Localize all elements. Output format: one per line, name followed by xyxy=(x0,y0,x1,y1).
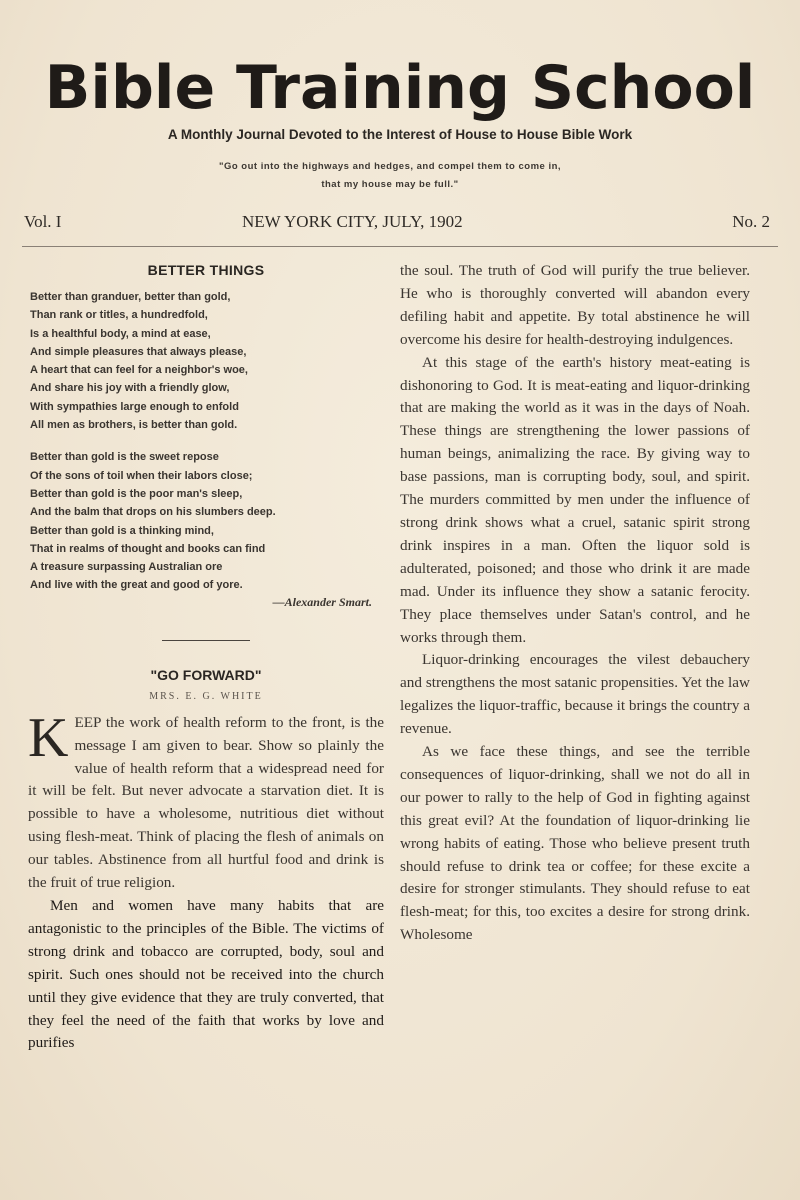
article-paragraph-5: Liquor-drinking encourages the vilest debauchery and strengthens the most satanic propensities. Yet the law legalizes the liquor-traffic, because it brings the country a revenue. xyxy=(400,651,750,738)
masthead-motto xyxy=(150,158,630,194)
poem-line: That in realms of thought and books can find xyxy=(30,542,266,555)
article-paragraph-4: At this stage of the earth's history meat-eating is dishonoring to God. It is meat-eating and liquor-drinking that are making the world as it was in the days of Noah. These things are strengthening the lower passions of human beings, animalizing the race. By giving way to base passions, man is corrupting body, soul, and spirit. The murders committed by men under the influence of strong drink shows what a cruel, satanic spirit strong drink inspires in a man. Often the liquor sold is adulterated, poisoned; and those who drink it are made mad. Under its influence they show a satanic ferocity. They place themselves under Satan's control, and he works through them. xyxy=(400,353,750,646)
poem-line: And share his joy with a friendly glow, xyxy=(30,382,230,395)
masthead-title: Bible Training School xyxy=(44,53,756,123)
poem-stanza-2 xyxy=(30,448,384,594)
left-column xyxy=(28,262,384,1055)
poem-line: Of the sons of toil when their labors close; xyxy=(30,469,253,482)
article-paragraph-6: As we face these things, and see the terrible consequences of liquor-drinking, shall we not do all in our power to rally to the help of God in fighting against this great evil? At the foundation of liquor-drinking lie wrong habits of eating. Those who believe present truth should refuse to drink tea or coffee; for these excite a desire for stronger stimulants. They should refuse to eat flesh-meat; for this, too excites a desire for strong drink. Wholesome xyxy=(400,743,750,944)
motto-line-2: that my house may be full." xyxy=(321,179,459,190)
drop-cap: K xyxy=(28,706,69,769)
issue-number: No. 2 xyxy=(732,212,770,231)
poem-line: A heart that can feel for a neighbor's woe, xyxy=(30,364,248,377)
poem-line: A treasure surpassing Australian ore xyxy=(30,561,223,574)
poem-line: Better than gold is a thinking mind, xyxy=(30,524,214,537)
article-paragraph-1 xyxy=(28,706,384,895)
section-divider xyxy=(162,640,250,641)
paragraph-text: EEP the work of health reform to the front, is the message I am given to bear. Show so plainly the value of health reform that a widespread need for it will be felt. But never advocate a starvation diet. It is possible to have a wholesome, nutritious diet without using flesh-meat. Think of placing the flesh of animals on our tables. Abstinence from all hurtful food and drink is the fruit of true religion. xyxy=(28,713,384,892)
masthead-subtitle: A Monthly Journal Devoted to the Interest of House to House Bible Work xyxy=(167,127,633,142)
poem-line: Better than granduer, better than gold, xyxy=(30,291,231,303)
poem-line: And simple pleasures that always please, xyxy=(30,345,247,358)
place-date: NEW YORK CITY, JULY, 1902 xyxy=(242,212,463,231)
motto-line-1: "Go out into the highways and hedges, and compel them to come in, xyxy=(218,161,562,172)
poem-line: With sympathies large enough to enfold xyxy=(30,400,239,413)
volume-label: Vol. I xyxy=(24,212,62,231)
poem-line: All men as brothers, is better than gold. xyxy=(30,419,238,432)
poem-body xyxy=(30,288,384,595)
poem-author: —Alexander Smart. xyxy=(272,594,372,609)
poem-stanza-1 xyxy=(30,288,384,434)
poem-title: BETTER THINGS xyxy=(147,262,265,278)
poem-line: Than rank or titles, a hundredfold, xyxy=(30,309,208,322)
poem-line: And the balm that drops on his slumbers deep. xyxy=(30,506,276,519)
poem-line: And live with the great and good of yore. xyxy=(30,579,243,592)
issue-line xyxy=(24,212,774,240)
article-paragraph-2: Men and women have many habits that are antagonistic to the principles of the Bible. The victims of strong drink and tobacco are corrupted, body, soul and spirit. Such ones should not be received into the church until they give evidence that they are truly converted, that they feel the need of the faith that works by love and purifies xyxy=(28,897,384,1052)
poem-line: Better than gold is the sweet repose xyxy=(30,451,219,464)
poem-line: Better than gold is the poor man's sleep, xyxy=(30,487,243,500)
poem-line: Is a healthful body, a mind at ease, xyxy=(30,327,211,340)
article-title: "GO FORWARD" xyxy=(150,666,262,683)
header-rule xyxy=(22,246,778,247)
right-column xyxy=(400,260,750,947)
article-paragraph-3: the soul. The truth of God will purify the true believer. He who is thoroughly converted will abandon every defiling habit and appetite. By total abstinence he will overcome his desire for health-destroying indulgences. xyxy=(400,262,750,348)
article-byline: MRS. E. G. WHITE xyxy=(149,690,263,702)
